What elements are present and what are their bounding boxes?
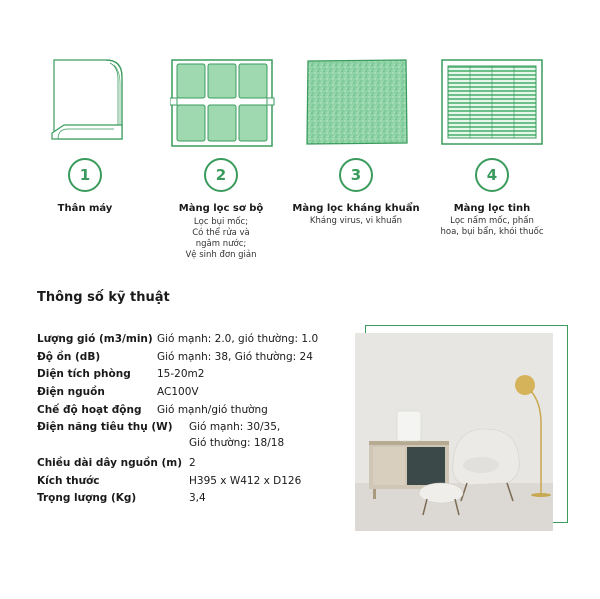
spec-label: Điện nguồn bbox=[37, 386, 105, 398]
pre-filter-grid-icon bbox=[170, 58, 275, 148]
spec-value: Gió thường: 18/18 bbox=[189, 437, 285, 449]
room-photo bbox=[355, 333, 553, 531]
spec-value: Gió mạnh: 38, Gió thường: 24 bbox=[157, 351, 313, 363]
component-description bbox=[432, 216, 552, 238]
component-title: Màng lọc kháng khuẩn bbox=[292, 203, 420, 214]
desc-line: hoa, bụi bẩn, khói thuốc bbox=[440, 227, 544, 237]
desc-line: Vệ sinh đơn giản bbox=[185, 250, 257, 260]
desc-line: Có thể rửa và bbox=[192, 228, 250, 238]
component-description bbox=[296, 216, 416, 227]
desc-line: ngâm nước; bbox=[195, 239, 247, 249]
spec-label: Trọng lượng (Kg) bbox=[37, 492, 137, 504]
component-title: Màng lọc sơ bộ bbox=[178, 203, 264, 214]
spec-value: AC100V bbox=[157, 386, 199, 398]
component-description bbox=[161, 217, 281, 261]
spec-label: Diện tích phòng bbox=[37, 368, 131, 380]
desc-line: Lọc bụi mốc; bbox=[193, 217, 249, 227]
spec-label: Kích thước bbox=[37, 475, 100, 487]
spec-label: Điện năng tiêu thụ (W) bbox=[37, 421, 173, 433]
spec-label: Chế độ hoạt động bbox=[37, 404, 142, 416]
component-number-1: 1 bbox=[68, 158, 102, 192]
fine-filter-icon bbox=[440, 58, 545, 146]
spec-value: Gió mạnh: 2.0, gió thường: 1.0 bbox=[157, 333, 319, 345]
specs-title: Thông số kỹ thuật bbox=[37, 290, 170, 305]
room-scene-illustration bbox=[355, 333, 553, 531]
spec-value: 2 bbox=[189, 457, 196, 469]
spec-value: 15-20m2 bbox=[157, 368, 205, 380]
spec-value: H395 x W412 x D126 bbox=[189, 475, 302, 487]
component-title: Màng lọc tinh bbox=[453, 203, 531, 214]
spec-label: Lượng gió (m3/min) bbox=[37, 333, 153, 345]
desc-line: Lọc nấm mốc, phấn bbox=[450, 216, 534, 226]
antibacterial-filter-icon bbox=[305, 58, 410, 146]
component-number-4: 4 bbox=[475, 158, 509, 192]
spec-value: Gió mạnh: 30/35, bbox=[189, 421, 281, 433]
component-number-3: 3 bbox=[339, 158, 373, 192]
spec-value: Gió mạnh/gió thường bbox=[157, 404, 268, 416]
desc-line: Kháng virus, vi khuẩn bbox=[309, 216, 403, 226]
spec-label: Độ ồn (dB) bbox=[37, 351, 101, 363]
spec-label: Chiều dài dây nguồn (m) bbox=[37, 457, 183, 469]
component-number-2: 2 bbox=[204, 158, 238, 192]
component-title: Thân máy bbox=[57, 203, 113, 214]
air-purifier-body-icon bbox=[44, 55, 134, 150]
spec-value: 3,4 bbox=[189, 492, 206, 504]
